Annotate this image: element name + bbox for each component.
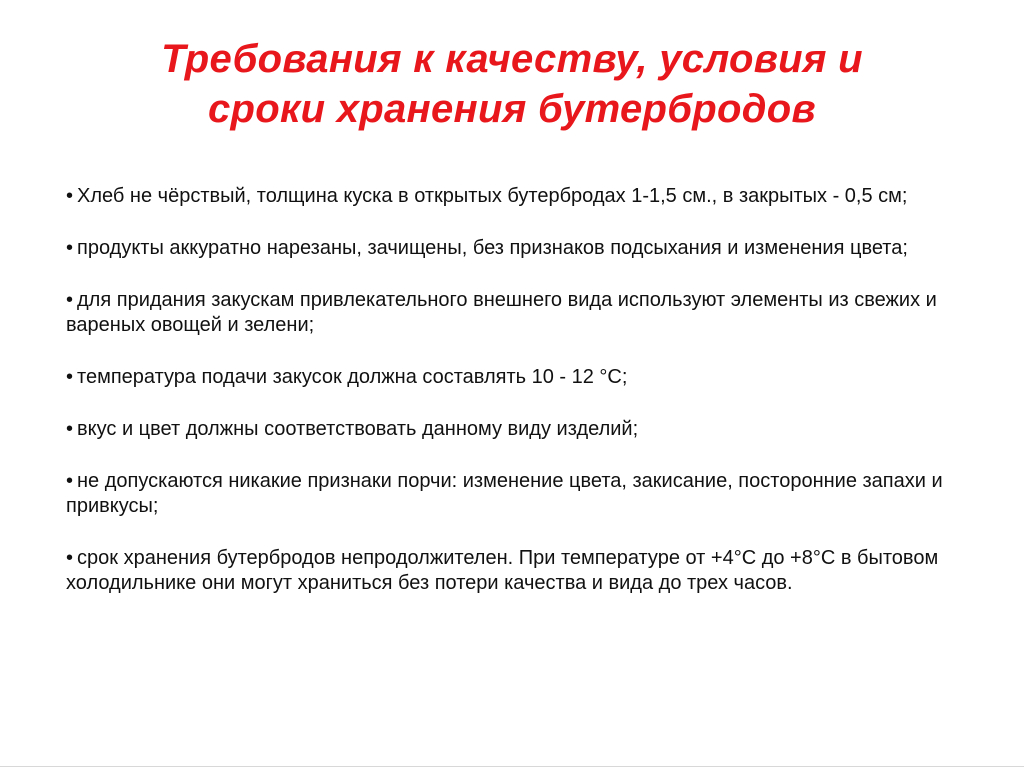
bullet-marker: • xyxy=(66,237,74,259)
list-item xyxy=(66,417,966,442)
list-item-text: не допускаются никакие признаки порчи: изменение цвета, закисание, посторонние запахи и привкусы; xyxy=(66,470,943,517)
list-item xyxy=(66,236,966,261)
list-item-text: продукты аккуратно нарезаны, зачищены, без признаков подсыхания и изменения цвета; xyxy=(77,237,908,259)
bullet-marker: • xyxy=(66,185,74,207)
bullet-marker: • xyxy=(66,418,74,440)
list-item xyxy=(66,184,966,209)
list-item xyxy=(66,546,966,596)
bullet-marker: • xyxy=(66,366,74,388)
list-item xyxy=(66,288,966,338)
bullet-list xyxy=(66,184,966,623)
title-line-1: Требования к качеству, условия и xyxy=(161,37,863,81)
list-item xyxy=(66,365,966,390)
bullet-marker: • xyxy=(66,470,74,492)
bullet-marker: • xyxy=(66,547,74,569)
title-line-2: сроки хранения бутербродов xyxy=(207,87,816,131)
list-item-text: температура подачи закусок должна составлять 10 - 12 °С; xyxy=(77,366,628,388)
slide-title xyxy=(40,34,984,134)
list-item-text: вкус и цвет должны соответствовать данному виду изделий; xyxy=(77,418,639,440)
list-item-text: Хлеб не чёрствый, толщина куска в открытых бутербродах 1-1,5 см., в закрытых - 0,5 см; xyxy=(77,185,908,207)
list-item xyxy=(66,469,966,519)
list-item-text: срок хранения бутербродов непродолжителен. При температуре от +4°С до +8°С в бытовом холодильнике они могут храниться без потери качества и вида до трех часов. xyxy=(66,547,939,594)
bullet-marker: • xyxy=(66,289,74,311)
list-item-text: для придания закускам привлекательного внешнего вида используют элементы из свежих и вареных овощей и зелени; xyxy=(66,289,937,336)
